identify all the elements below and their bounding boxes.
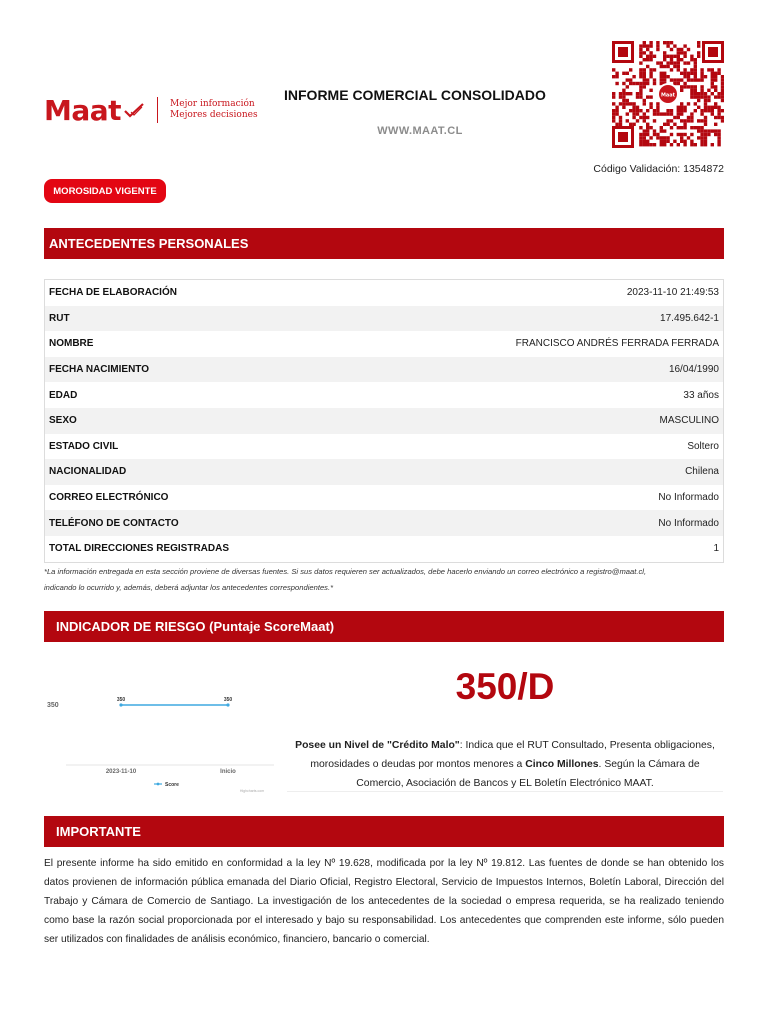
row-label: NOMBRE [49, 338, 94, 350]
row-value: No Informado [658, 492, 719, 504]
logo-wordmark: Maat [44, 93, 122, 127]
section-header-important: IMPORTANTE [44, 816, 724, 847]
desc-text-2: . Según la Cámara de Comercio, Asociación de Bancos y EL Boletín Electrónico MAAT. [356, 759, 700, 789]
row-value: MASCULINO [659, 415, 719, 427]
chart-credit: Highcharts.com [239, 789, 265, 793]
desc-text-1: : Indica que el RUT Consultado, Presenta obligaciones, morosidades o deudas por montos menores a [310, 740, 715, 770]
table-row [45, 536, 723, 562]
validation-code: Código Validación: 1354872 [593, 163, 724, 175]
row-label: ESTADO CIVIL [49, 440, 119, 452]
row-value: No Informado [658, 517, 719, 529]
tagline-line-1: Mejor información [170, 99, 255, 109]
tagline-line-2: Mejores decisiones [170, 110, 258, 120]
row-value: 2023-11-10 21:49:53 [626, 287, 719, 299]
data-point [119, 703, 122, 706]
data-label: 350 [223, 697, 233, 703]
row-value: 33 años [683, 389, 719, 401]
row-value: 16/04/1990 [668, 364, 719, 376]
row-label: FECHA NACIMIENTO [49, 364, 149, 376]
data-point [226, 703, 229, 706]
table-row [45, 408, 723, 434]
score-chart [44, 655, 284, 795]
row-value: Soltero [687, 440, 719, 452]
x-tick-label: 2023-11-10 [105, 769, 137, 775]
logo-tagline [170, 99, 258, 121]
qr-code-icon [612, 41, 724, 148]
desc-bold: Posee un Nivel de "Crédito Malo" [295, 740, 460, 751]
score-value: 350/D [455, 666, 555, 707]
website-link[interactable]: WWW.MAAT.CL [377, 125, 463, 137]
row-label: SEXO [49, 415, 77, 427]
row-label: CORREO ELECTRÓNICO [49, 492, 169, 504]
table-row [45, 331, 723, 357]
row-value: Chilena [685, 466, 719, 478]
table-row [45, 280, 723, 306]
row-value: 17.495.642-1 [660, 312, 719, 324]
table-row [45, 510, 723, 536]
note-line-1: *La información entregada en esta sección proviene de diversas fuentes. Si sus datos requieren ser actualizados, debe hacerlo enviando un correo electrónico a registro@maat.cl, [44, 567, 647, 576]
qr-center-label: Maat [660, 92, 676, 99]
note-line-2: indicando lo ocurrido y, además, deberá adjuntar los antecedentes correspondientes.* [44, 583, 334, 592]
table-row [45, 382, 723, 408]
report-title: INFORME COMERCIAL CONSOLIDADO [284, 87, 546, 103]
row-label: FECHA DE ELABORACIÓN [49, 287, 177, 299]
table-row [45, 306, 723, 332]
row-label: TOTAL DIRECCIONES REGISTRADAS [49, 543, 230, 555]
row-label: TELÉFONO DE CONTACTO [49, 517, 179, 529]
personal-info-table [44, 279, 724, 563]
y-tick-label: 350 [47, 702, 59, 709]
table-row [45, 357, 723, 383]
legend-marker [157, 783, 160, 786]
logo-divider [157, 97, 158, 123]
table-row [45, 485, 723, 511]
divider [287, 791, 723, 792]
table-row [45, 434, 723, 460]
table-row [45, 459, 723, 485]
data-source-note [44, 564, 734, 596]
legal-notice: El presente informe ha sido emitido en conformidad a la ley Nº 19.628, modificada por la ley Nº 19.812. Las fuentes de donde se han obtenido los datos provienen de información pública emanada del Diario Oficial, Registro Electoral, Servicio de Impuestos Internos, Boletín Laboral, Dirección del Trabajo y Cámara de Comercio de Santiago. La investigación de los antecedentes de la sociedad o empresa requerida, se ha realizado teniendo como base la razón social proporcionada por el interesado y bajo su responsabilidad. Los antecedentes que comprenden este informe, sólo pueden ser utilizados con finalidades de análisis económico, financiero, bancario o comercial. [44, 858, 724, 945]
score-description [287, 736, 723, 793]
legend-label: Score [165, 782, 179, 788]
row-label: RUT [49, 312, 70, 324]
data-label: 350 [116, 697, 126, 703]
x-tick-label: Inicio [220, 769, 236, 775]
status-badge: MOROSIDAD VIGENTE [44, 179, 166, 203]
row-label: EDAD [49, 389, 78, 401]
section-header-personal: ANTECEDENTES PERSONALES [44, 228, 724, 259]
row-value: FRANCISCO ANDRÉS FERRADA FERRADA [515, 338, 719, 350]
section-header-risk: INDICADOR DE RIESGO (Puntaje ScoreMaat) [44, 611, 724, 642]
desc-bold-2: Cinco Millones [525, 759, 599, 770]
row-label: NACIONALIDAD [49, 466, 127, 478]
maat-logo [44, 88, 264, 132]
checkmark-icon [123, 102, 145, 118]
row-value: 1 [713, 543, 719, 555]
